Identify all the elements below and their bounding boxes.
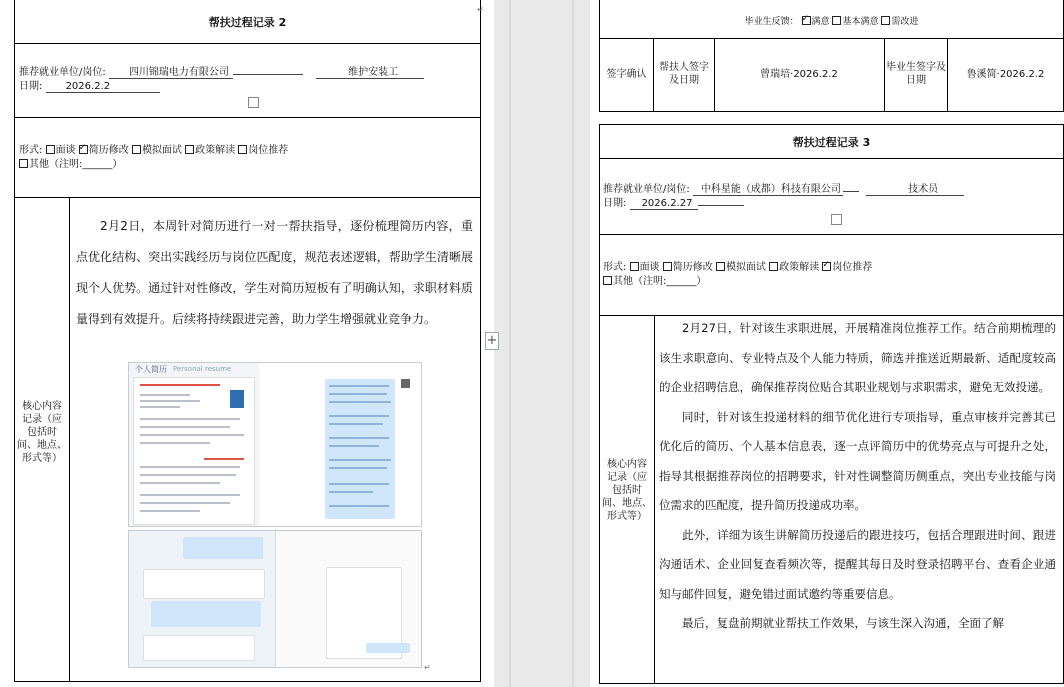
- avatar: [401, 379, 410, 388]
- form-label: 形式:: [19, 145, 43, 156]
- grad-sign-label: 毕业生签字及日期: [886, 62, 946, 86]
- employer-name: 四川锦瑞电力有限公司: [109, 67, 233, 79]
- core-content-text: 2月27日，针对该生求职进展，开展精准岗位推荐工作。结合前期梳理的该生求职意向、专业特点及个人能力特质，筛选并推送近期最新、适配度较高的企业招聘信息，确保推荐岗位贴合其职业规划与求职需求，避免无效投递。 同时，针对该生投递材料的细节优化进行专项指导，重点审核并完善其已优化后的简历、个人基本信息表，逐一点评简历中的优势亮点与可提升之处，指导其根据推荐岗位的招聘要求，针对性调整简历侧重点，突出专业技能与岗位需求的匹配度，提升简历投递成功率。 此外，详细为该生讲解简历投递后的跟进技巧，包括合理跟进时间、跟进沟通话术、企业回复查看频次等，提醒其每日及时登录招聘平台、查看企业通知与邮件回复，避免错过面试邀约等重要信息。 最后，复盘前期就业帮扶工作效果，与该生深入沟通，全面了解: [659, 321, 1056, 630]
- form-option-4[interactable]: 政策解读: [185, 145, 235, 156]
- checkbox[interactable]: [663, 262, 672, 271]
- form-option-5[interactable]: 岗位推荐: [238, 145, 288, 156]
- other-row: 其他（注明:______）: [19, 158, 122, 171]
- chat-log-screenshot: [128, 530, 422, 668]
- checkbox[interactable]: [881, 16, 890, 25]
- resume-tab-en: Personal resume: [173, 365, 232, 373]
- checkbox-checked[interactable]: [802, 16, 811, 25]
- checkbox[interactable]: [132, 145, 141, 154]
- employer-name: 中科星能（成都）科技有限公司: [693, 184, 843, 196]
- form-row: [19, 144, 288, 157]
- employer-label: 推荐就业单位/岗位:: [19, 67, 106, 78]
- add-button[interactable]: +: [486, 333, 498, 348]
- resume-document: [133, 377, 255, 525]
- form-option-5[interactable]: ✓ 岗位推荐: [822, 262, 872, 273]
- date-row: [603, 197, 744, 210]
- form-option-4[interactable]: 政策解读: [769, 262, 819, 273]
- placeholder-box: [831, 214, 842, 225]
- core-content-label: 核心内容 记录（应 包括时 间、地点、 形式等）: [17, 401, 67, 464]
- helper-sign-value: 曾瑞培·2026.2.2: [760, 69, 838, 80]
- other-row: 其他（注明:______）: [603, 275, 706, 288]
- checkbox[interactable]: [769, 262, 778, 271]
- form-row: [603, 261, 872, 274]
- form-option-1[interactable]: 面谈: [630, 262, 660, 273]
- placeholder-box: [248, 97, 259, 108]
- checkbox[interactable]: [19, 159, 28, 168]
- resume-tab: 个人简历: [135, 365, 167, 374]
- form-option-1[interactable]: 面谈: [46, 145, 76, 156]
- checkbox[interactable]: [46, 145, 55, 154]
- date-label: 日期:: [603, 198, 627, 209]
- document-page-right: [590, 0, 1064, 687]
- employer-row: [19, 66, 424, 79]
- employer-row: [603, 183, 964, 196]
- checkbox[interactable]: [716, 262, 725, 271]
- checkbox[interactable]: [630, 262, 639, 271]
- employer-label: 推荐就业单位/岗位:: [603, 184, 690, 195]
- form-option-3[interactable]: 模拟面试: [716, 262, 766, 273]
- checkbox[interactable]: [185, 145, 194, 154]
- document-page-left: 帮扶过程记录 2 推荐就业单位/岗位: 四川锦瑞电力有限公司 维护安装工 日期: 2026.2.2 形式: 面谈 ✓ 简历修改 模拟面试 政策解读 岗位推荐 其他（注明:______） 核心内容 记录（应 包括时 间、地点、 形式等） 2月2日，本周针对简历进行一对一帮扶指导，逐份梳理简历内容，重点优化结构、突出实践经历与岗位匹配度，规范表述逻辑，帮助学生清晰展现个人优势。通过针对性修改，学生对简历短板有了明确认知，求职材料质量得到有效提升。后续将持续跟进完善，助力学生增强就业竞争力。 个人简历 Personal resume ↵ ↵: [0, 0, 494, 687]
- resume-chat-screenshot: [128, 362, 422, 527]
- helper-sign-label: 帮扶人签字及日期: [659, 62, 709, 86]
- record-title: 帮扶过程记录 2: [208, 16, 287, 29]
- feedback-row: 毕业生反馈： ✓ 满意 基本满意 需改进: [599, 16, 1064, 29]
- core-content-label: 核心内容 记录（应 包括时 间、地点、 形式等）: [602, 459, 652, 522]
- photo: [230, 390, 244, 408]
- record-title: 帮扶过程记录 3: [792, 136, 871, 149]
- position: 维护安装工: [316, 67, 424, 79]
- form-option-3[interactable]: 模拟面试: [132, 145, 182, 156]
- feedback-option-1[interactable]: ✓ 满意: [802, 17, 830, 27]
- form-option-2[interactable]: 简历修改: [663, 262, 713, 273]
- chat-panel: [259, 363, 421, 526]
- position: 技术员: [866, 184, 964, 196]
- date-label: 日期:: [19, 81, 43, 92]
- page-gap-rule: [509, 0, 511, 687]
- core-content-text: 2月2日，本周针对简历进行一对一帮扶指导，逐份梳理简历内容，重点优化结构、突出实践经历与岗位匹配度，规范表述逻辑，帮助学生清晰展现个人优势。通过针对性修改，学生对简历短板有了明确认知，求职材料质量得到有效提升。后续将持续跟进完善，助力学生增强就业竞争力。: [76, 219, 473, 326]
- date-value: 2026.2.27: [630, 198, 699, 210]
- chat-pane-right: [276, 531, 421, 667]
- feedback-option-3[interactable]: 需改进: [881, 17, 918, 27]
- form-label: 形式:: [603, 262, 627, 273]
- chat-pane-left: [129, 531, 276, 667]
- form-option-2[interactable]: ✓ 简历修改: [79, 145, 129, 156]
- checkbox[interactable]: [832, 16, 841, 25]
- date-value: 2026.2.2: [46, 81, 161, 93]
- checkbox[interactable]: [603, 276, 612, 285]
- chat-bubble: [325, 379, 395, 519]
- date-row: [19, 80, 160, 93]
- page-gap-rule-2: [572, 0, 574, 687]
- grad-sign-value: 鲁溪简·2026.2.2: [966, 69, 1045, 80]
- feedback-option-2[interactable]: 基本满意: [832, 17, 878, 27]
- checkbox-checked[interactable]: [822, 262, 831, 271]
- checkbox[interactable]: [238, 145, 247, 154]
- sign-label: 签字确认: [606, 69, 647, 80]
- checkbox-checked[interactable]: [79, 145, 88, 154]
